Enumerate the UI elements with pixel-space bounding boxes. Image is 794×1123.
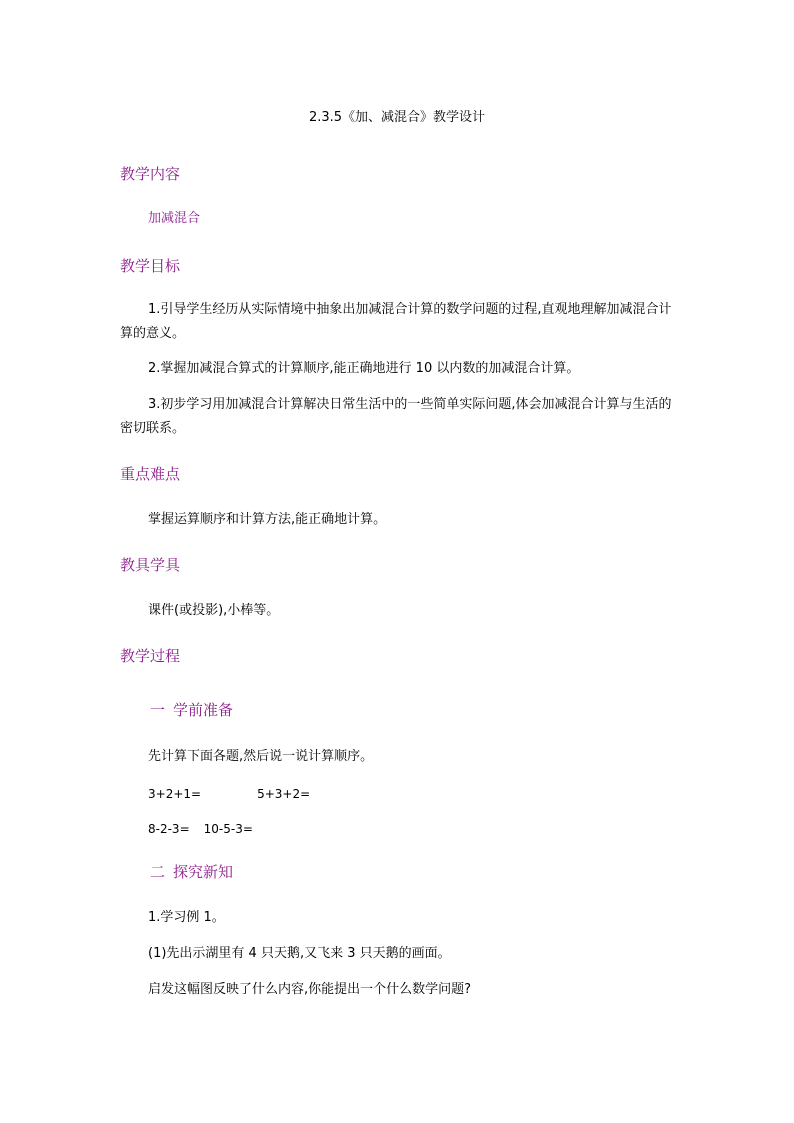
- heading-teaching-content: 教学内容: [120, 165, 181, 183]
- heading-key-points: 重点难点: [120, 465, 181, 483]
- part2-sub-step: (1)先出示湖里有 4 只天鹅,又飞来 3 只天鹅的画面。: [148, 946, 451, 961]
- exercise-row-2: [148, 821, 253, 837]
- exercise-row-1: [148, 786, 310, 802]
- exercise-1: 3+2+1=: [148, 787, 202, 801]
- goal-item-1: 1.引导学生经历从实际情境中抽象出加减混合计算的数学问题的过程,直观地理解加减混合计算的意义。: [120, 302, 672, 341]
- part2-number: 二: [150, 863, 166, 881]
- teaching-tools-text: 课件(或投影),小棒等。: [148, 603, 280, 618]
- teaching-content-text: 加减混合: [148, 211, 201, 226]
- exercise-2: 5+3+2=: [257, 787, 311, 801]
- exercise-3: 8-2-3=: [148, 822, 190, 836]
- subheading-part2: [150, 863, 233, 881]
- part2-title: 探究新知: [173, 863, 234, 881]
- goal-item-2: 2.掌握加减混合算式的计算顺序,能正确地进行 10 以内数的加减混合计算。: [148, 361, 580, 376]
- document-title: 2.3.5《加、减混合》教学设计: [308, 110, 486, 125]
- part1-instruction: 先计算下面各题,然后说一说计算顺序。: [148, 749, 374, 764]
- heading-teaching-tools: 教具学具: [120, 556, 181, 574]
- heading-teaching-process: 教学过程: [120, 647, 181, 665]
- exercise-4: 10-5-3=: [203, 822, 253, 836]
- part1-title: 学前准备: [173, 701, 234, 719]
- part2-question: 启发这幅图反映了什么内容,你能提出一个什么数学问题?: [148, 982, 472, 997]
- part2-step: 1.学习例 1。: [148, 910, 225, 925]
- part1-number: 一: [150, 701, 166, 719]
- key-points-text: 掌握运算顺序和计算方法,能正确地计算。: [148, 512, 387, 527]
- heading-teaching-goals: 教学目标: [120, 257, 181, 275]
- goal-item-3: 3.初步学习用加减混合计算解决日常生活中的一些简单实际问题,体会加减混合计算与生活的密切联系。: [120, 397, 672, 436]
- subheading-part1: [150, 701, 233, 719]
